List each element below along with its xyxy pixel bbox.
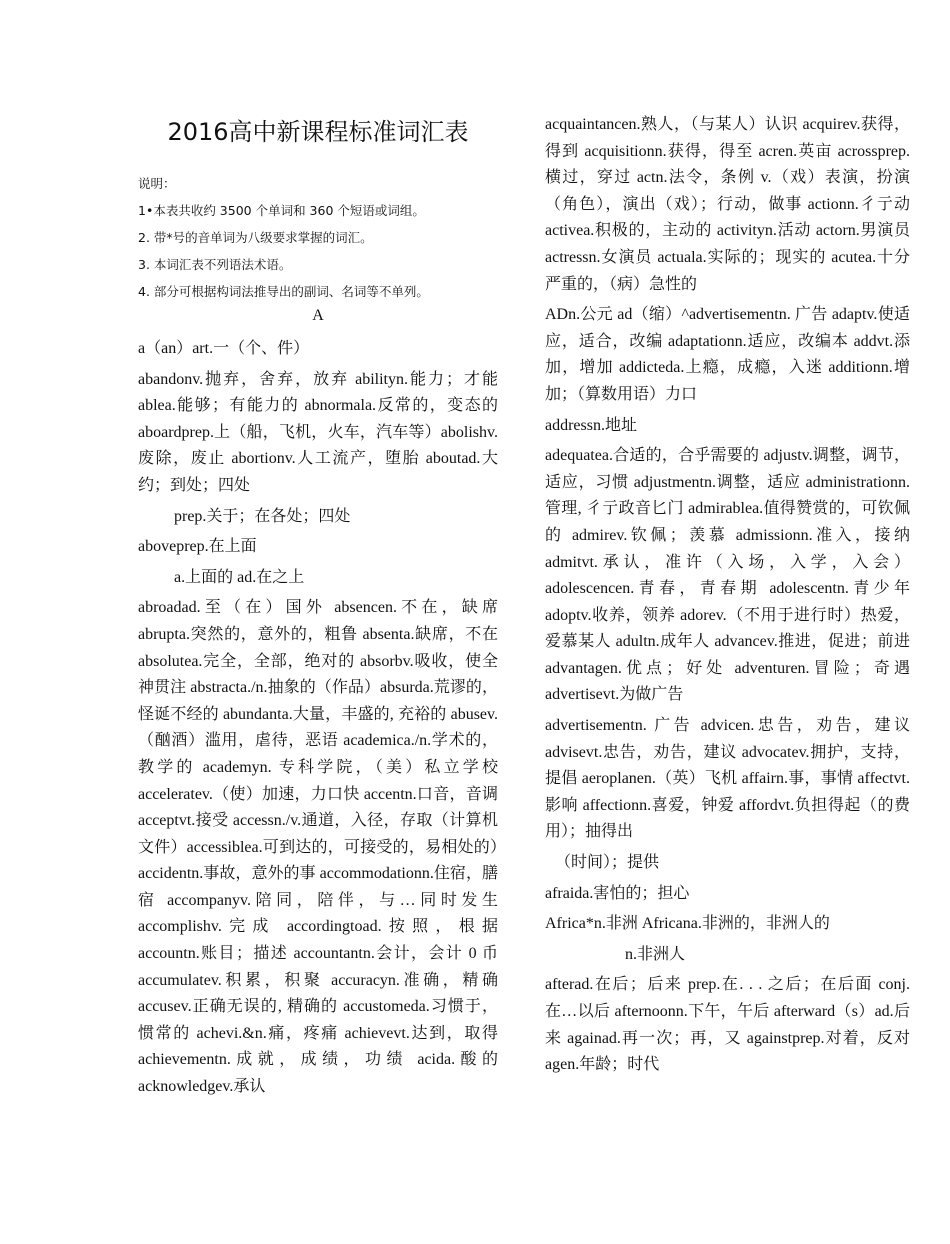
page-title: 2016高中新课程标准词汇表	[167, 118, 469, 146]
vocab-paragraph: ADn.公元 ad（缩）^advertisementn. 广告 adaptv.使适应，适合，改编 adaptationn.适应，改编本 addvt.添加，增加 addicteda.上瘾，成瘾，入迷 additionn.增加；（算数用语）力口	[545, 306, 910, 403]
vocab-paragraph: afraida.害怕的；担心	[545, 884, 690, 902]
note-item: 1•本表共收约 3500 个单词和 360 个短语或词组。	[138, 203, 425, 218]
vocab-paragraph: prep.关于；在各处；四处	[174, 507, 351, 525]
vocab-paragraph: abandonv.抛弃，舍弃，放弃 abilityn.能力；才能 ablea.能够；有能力的 abnormala.反常的，变态的 aboardprep.上（船，飞机，火车，汽车等）abolishv.废除，废止 abortionv.人工流产，堕胎 aboutad.大约；到处；四处	[138, 370, 498, 494]
vocab-paragraph: afterad.在后；后来 prep.在. . . 之后；在后面 conj.在…以后 afternoonn.下午，午后 afterward（s）ad.后来 againad.再一次；再，又 againstprep.对着，反对 agen.年龄；时代	[545, 976, 910, 1074]
vocab-paragraph: acquaintancen.熟人，（与某人）认识 acquirev.获得，得到 acquisitionn.获得，得至 acren.英亩 acrossprep.横过，穿过 actn.法令，条例 v.（戏）表演，扮演（角色），演出（戏）；行动，做事 actionn.彳亍动 activea.积极的，主动的 activityn.活动 actorn.男演员 actressn.女演员 actuala.实际的；现实的 acutea.十分严重的，（病）急性的	[545, 116, 910, 293]
vocab-paragraph: addressn.地址	[545, 416, 637, 434]
note-item: 2. 带*号的音单词为八级要求掌握的词汇。	[138, 230, 373, 245]
left-entries	[138, 336, 498, 1105]
vocab-paragraph: a（an）art.一（个、件）	[138, 340, 310, 357]
section-letter: A	[312, 307, 324, 324]
vocab-paragraph: Africa*n.非洲 Africana.非洲的，非洲人的	[545, 915, 830, 933]
right-entries	[545, 112, 910, 1083]
vocab-paragraph: n.非洲人	[625, 945, 686, 963]
notes-heading: 说明：	[138, 176, 176, 191]
vocab-paragraph: a.上面的 ad.在之上	[174, 568, 305, 586]
vocab-paragraph: （时间）；提供	[555, 854, 660, 872]
notes-block	[138, 170, 508, 305]
note-item: 4. 部分可根据构词法推导出的副词、名词等不单列。	[138, 284, 429, 299]
note-item: 3. 本词汇表不列语法术语。	[138, 257, 292, 272]
vocab-paragraph: abroadad.至（在）国外 absencen.不在，缺席 abrupta.突然的，意外的，粗鲁 absenta.缺席，不在 absolutea.完全，全部，绝对的 absorbv.吸收，使全神贯注 abstracta./n.抽象的（作品）absurda.荒谬的，怪诞不经的 abundanta.大量，丰盛的, 充裕的 abusev.（酗酒）滥用，虐待，恶语 academica./n.学术的，教学的 academyn. 专科学院，（美）私立学校 acceleratev.（使）加速，力口快 accentn.口音，音调 acceptvt.接受 accessn./v.通道，入径，存取（计算机文件）accessiblea.可到达的，可接受的，易相处的）accidentn.事故，意外的事 accommodationn.住宿，膳宿 accompanyv.陪同，陪伴，与…同时发生 accomplishv.完成 accordingtoad.按照，根据 accountn.账目；描述 accountantn.会计，会计 0 币 accumulatev.积累，积聚 accuracyn.准确，精确 accusev.正确无误的, 精确的 accustomeda.习惯于，惯常的 achevi.&n.痛，疼痛 achievevt.达到，取得 achievementn.成就，成绩，功绩 acida.酸的 acknowledgev.承认	[138, 599, 498, 1096]
vocab-paragraph: advertisementn. 广告 advicen.忠告，劝告，建议 advisevt.忠告，劝告，建议 advocatev.拥护，支持，提倡 aeroplanen.（英）飞机 affairn.事，事情 affectvt.影响 affectionn.喜爱，钟爱 affordvt.负担得起（的费用）；抽得出	[545, 717, 910, 841]
vocab-paragraph: adequatea.合适的，合乎需要的 adjustv.调整，调节，适应，习惯 adjustmentn.调整，适应 administrationn.管理, 彳亍政音匕门 admirablea.值得赞赏的，可钦佩的 admirev.钦佩；羡慕 admissionn.准入，接纳 admitvt.承认，准许（入场，入学，入会）adolescencen.青春，青春期 adolescentn.青少年 adoptv.收养，领养 adorev.（不用于进行时）热爱，爱慕某人 adultn.成年人 advancev.推进，促进；前进 advantagen.优点；好处 adventuren.冒险；奇遇 advertisevt.为做广告	[545, 447, 910, 704]
vocab-paragraph: aboveprep.在上面	[138, 538, 257, 556]
